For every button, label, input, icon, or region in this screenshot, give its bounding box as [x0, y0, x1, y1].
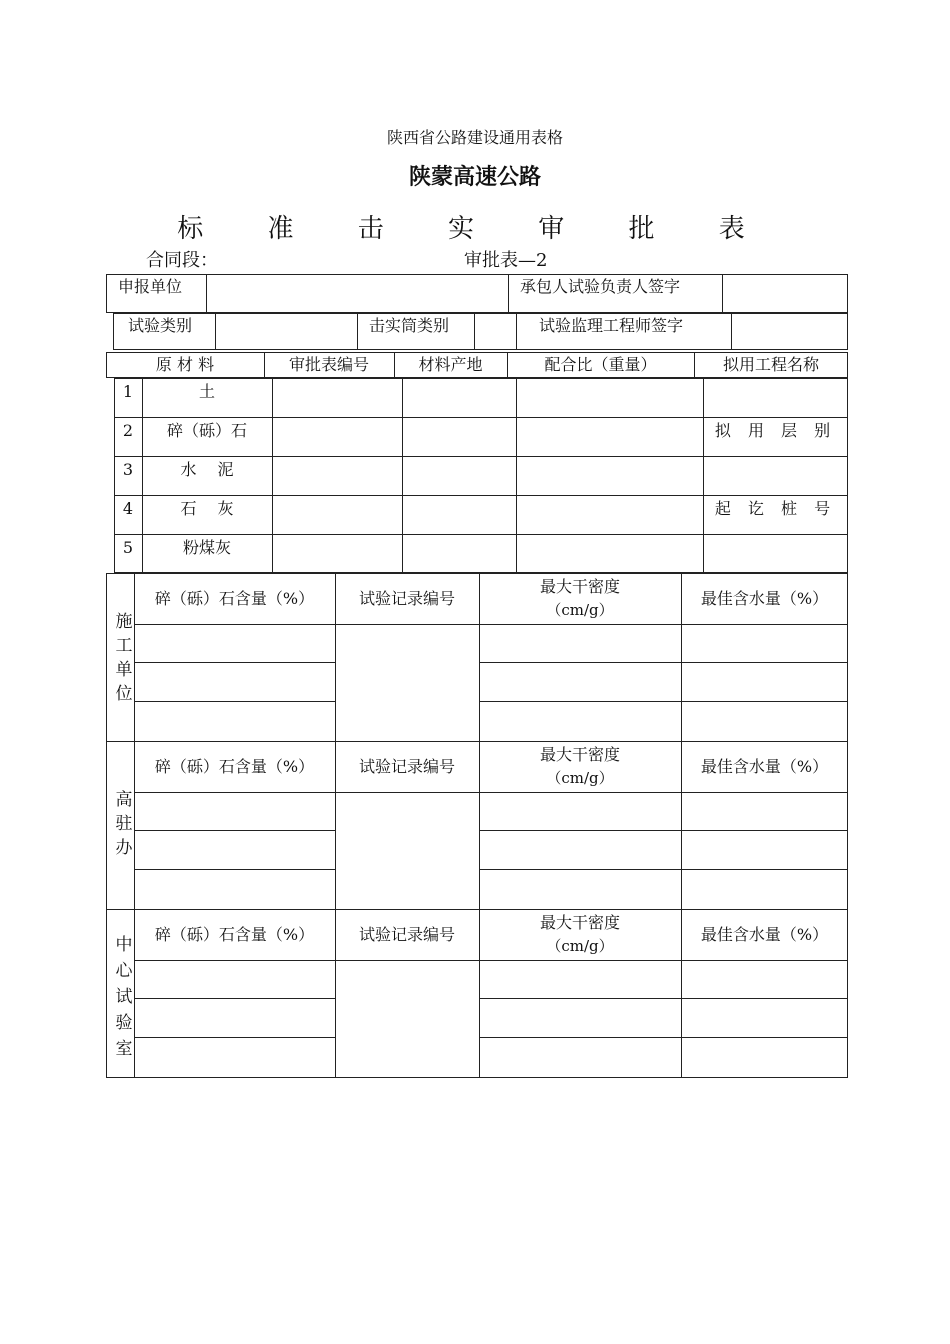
results-table — [106, 573, 848, 1078]
material-name: 粉煤灰 — [182, 538, 231, 557]
form-title: 标 准 击 实 审 批 表 — [177, 214, 773, 244]
material-name: 石 灰 — [180, 499, 234, 518]
test-type-label: 试验类别 — [128, 316, 193, 335]
header-project-name: 拟用工程名称 — [722, 355, 819, 374]
optimal-moisture-header: 最佳含水量（%） — [700, 757, 829, 776]
contractor-sign-label: 承包人试验负责人签字 — [520, 277, 681, 296]
supervisor-sign-field[interactable] — [733, 315, 846, 348]
contract-section-label: 合同段： — [146, 250, 218, 271]
header-mix-ratio: 配合比（重量） — [544, 355, 657, 374]
content-header: 碎（砾）石含量（%） — [154, 757, 315, 776]
max-density-header: 最大干密度 — [539, 745, 620, 764]
optimal-moisture-header: 最佳含水量（%） — [700, 589, 829, 608]
max-density-unit: （cm/g） — [546, 769, 614, 787]
station-range-label: 起 讫 桩 号 — [714, 499, 837, 518]
layer-label: 拟 用 层 别 — [714, 421, 837, 440]
test-type-field[interactable] — [217, 315, 355, 348]
header-approval-no: 审批表编号 — [288, 355, 369, 374]
contractor-sign-field[interactable] — [724, 276, 846, 311]
material-no: 5 — [122, 538, 134, 557]
record-no-header: 试验记录编号 — [358, 589, 455, 608]
material-no: 4 — [122, 499, 134, 518]
form-number: 审批表—2 — [464, 250, 548, 271]
applicant-label: 申报单位 — [118, 277, 183, 296]
header-raw-material: 原 材 料 — [155, 355, 215, 374]
material-name: 土 — [198, 382, 215, 401]
header-origin: 材料产地 — [418, 355, 483, 374]
content-header: 碎（砾）石含量（%） — [154, 925, 315, 944]
max-density-header: 最大干密度 — [539, 913, 620, 932]
section-construction-unit-label: 施工单位 — [115, 612, 133, 704]
record-no-header: 试验记录编号 — [358, 757, 455, 776]
record-no-header: 试验记录编号 — [358, 925, 455, 944]
section-resident-office-label: 高驻办 — [115, 790, 133, 858]
cylinder-type-field[interactable] — [476, 315, 514, 348]
material-no: 2 — [122, 421, 134, 440]
max-density-header: 最大干密度 — [539, 577, 620, 596]
form-subtitle: 陕西省公路建设通用表格 — [386, 128, 563, 147]
applicant-field[interactable] — [208, 276, 506, 311]
section-central-lab-label: 中心试验室 — [115, 935, 133, 1059]
project-title: 陕蒙高速公路 — [408, 165, 541, 190]
max-density-unit: （cm/g） — [546, 937, 614, 955]
max-density-unit: （cm/g） — [546, 601, 614, 619]
content-header: 碎（砾）石含量（%） — [154, 589, 315, 608]
material-name: 水 泥 — [180, 460, 234, 479]
material-name: 碎（砾）石 — [166, 421, 247, 440]
optimal-moisture-header: 最佳含水量（%） — [700, 925, 829, 944]
material-no: 1 — [122, 382, 134, 401]
cylinder-type-label: 击实筒类别 — [369, 316, 450, 335]
supervisor-sign-label: 试验监理工程师签字 — [539, 316, 684, 335]
material-no: 3 — [122, 460, 134, 479]
